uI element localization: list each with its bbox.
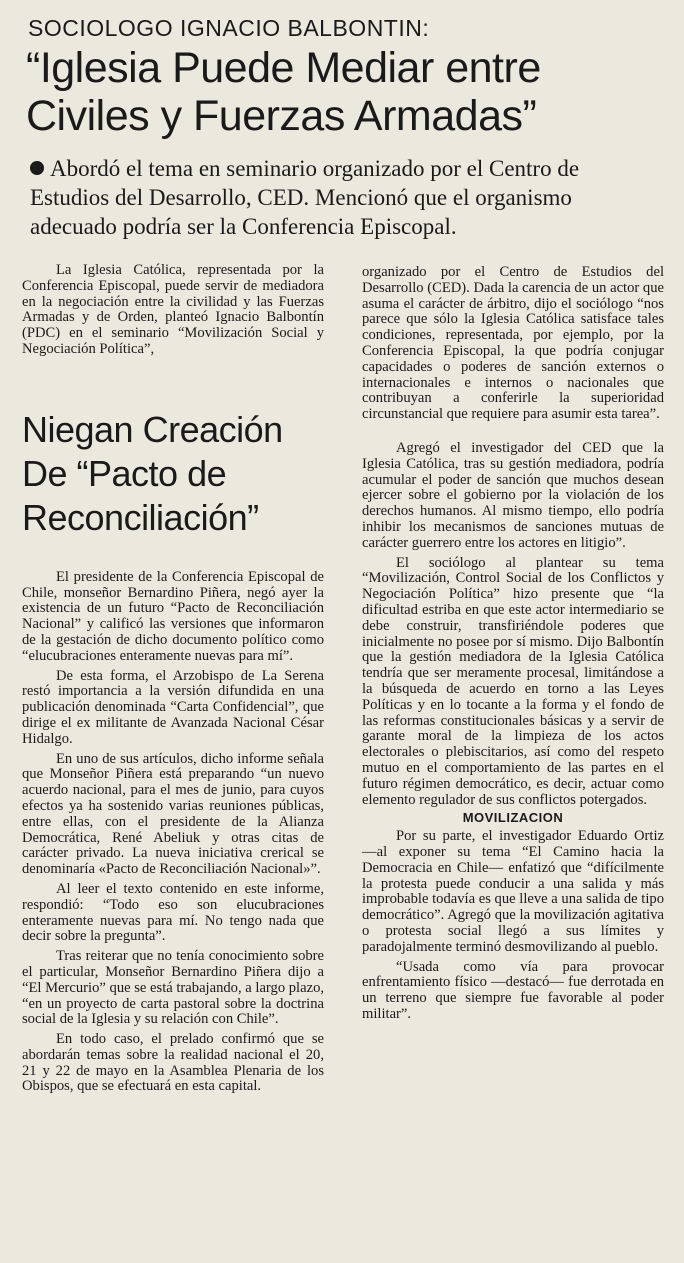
article-deck xyxy=(30,154,656,241)
article-columns xyxy=(22,263,664,1095)
body-paragraph: Agregó el investigador del CED que la Iglesia Católica, tras su gestión mediadora, podría acumular el poder de sanción que muchos desean ejercer sobre el gobierno por la violación de los derechos humanos. Al mismo tiempo, ello podría inhibir los mecanismos de sanciones mutuas de carácter guerrero entre los actores en litigio”. xyxy=(362,439,664,551)
article-headline xyxy=(26,44,664,140)
subhead-line: Reconciliación” xyxy=(22,496,259,538)
second-article-headline xyxy=(22,408,324,540)
body-paragraph: “Usada como vía para provocar enfrentamiento físico —destacó— fue derrotada en un terreno que siempre fue favorable al poder militar”. xyxy=(362,958,664,1023)
article-kicker: SOCIOLOGO IGNACIO BALBONTIN: xyxy=(28,15,430,41)
body-paragraph: El presidente de la Conferencia Episcopal de Chile, monseñor Bernardino Piñera, negó ayer la existencia de un futuro “Pacto de Reconciliación Nacional” y calificó las versiones que informaron de la gestación de dicho documento político como “elucubraciones enteramente nuevas para mí”. xyxy=(22,568,324,664)
body-paragraph: El sociólogo al plantear su tema “Movilización, Control Social de los Conflictos y Negociación Política” hizo presente que “la dificultad estriba en que este actor intermediario se debe construir, transfiriéndole poderes que inicialmente no posee por sí mismo. Dijo Balbontín que la gestión mediadora de la Iglesia Católica tendría que ser meramente procesal, limitándose a la búsqueda de acuerdo en torno a las Leyes Políticas y en lo tocante a la forma y el fondo de las reformas constitucionales básicas y a servir de garante moral de la limpieza de los actos electorales o plebiscitarios, así como del respeto mutuo en el comportamiento de las partes en el futuro régimen democrático, es decir, actuar como elemento regulador de sus conflictos potergados. xyxy=(362,554,664,808)
body-paragraph: Tras reiterar que no tenía conocimiento sobre el particular, Monseñor Bernardino Piñera dijo a “El Mercurio” que se está trabajando, a largo plazo, “en un proyecto de carta pastoral sobre la doctrina social de la Iglesia y su relación con Chile”. xyxy=(22,948,325,1028)
body-paragraph: organizado por el Centro de Estudios del Desarrollo (CED). Dada la carencia de un actor que asuma el carácter de árbitro, dijo el sociólogo “nos parece que sólo la Iglesia Católica satisface tales condiciones, representada, por ejemplo, por la Conferencia Episcopal, la que podría conjugar capacidades o poderes de sanción externos o internacionales e internos o nacionales que contribuyan a conferirle la superioridad circunstancial que requiere para asumir esta tarea”. xyxy=(362,264,664,423)
right-column xyxy=(362,265,664,1095)
left-column xyxy=(22,263,324,1095)
body-paragraph: De esta forma, el Arzobispo de La Serena restó importancia a la versión difundida en una publicación denominada “Carta Confidencial”, que dirige el ex militante de Avanzada Nacional César Hidalgo. xyxy=(22,667,324,747)
body-paragraph: En todo caso, el prelado confirmó que se abordarán temas sobre la realidad nacional el 20, 21 y 22 de mayo en la Asamblea Plenaria de los Obispos, que se efectuará en esta capital. xyxy=(22,1031,324,1095)
headline-line: Civiles y Fuerzas Armadas” xyxy=(26,92,537,140)
headline-line: “Iglesia Puede Mediar entre xyxy=(26,44,541,92)
deck-text: Abordó el tema en seminario organizado por el Centro de Estudios del Desarrollo, CED. Mencionó que el organismo adecuado podría ser la Conferencia Episcopal. xyxy=(30,156,580,239)
body-paragraph: Al leer el texto contenido en este informe, respondió: “Todo eso son elucubraciones enteramente nuevas para mí. No tengo nada que decir sobre la pregunta”. xyxy=(22,880,324,945)
body-paragraph: En uno de sus artículos, dicho informe señala que Monseñor Piñera está preparando “un nuevo acuerdo nacional, para el mes de junio, para cuyos efectos ya ha sostenido varias reuniones públicas, entre ellas, con el presidente de la Alianza Democrática, René Abeliuk y otras citas de carácter privado. La nueva iniciativa crerical se denominaría «Pacto de Reconciliación Nacional»”. xyxy=(22,750,324,878)
subhead-line: Niegan Creación xyxy=(22,408,283,450)
body-paragraph: Por su parte, el investigador Eduardo Ortiz —al exponer su tema “El Camino hacia la Democracia en Chile— enfatizó que “difícilmente la protesta puede conducir a una salida y más improbable todavía es que lleve a una salida de tipo democrático”. Agregó que la movilización agitativa o protesta social llegó a sus límites y paradojalmente terminó desmovilizando al pueblo. xyxy=(362,828,664,955)
section-heading: MOVILIZACION xyxy=(462,810,564,826)
lead-paragraph: La Iglesia Católica, representada por la Conferencia Episcopal, puede servir de mediadora en la negociación entre la civilidad y las Fuerzas Armadas y de Orden, planteó Ignacio Balbontín (PDC) en el seminario “Movilización Social y Negociación Política”, xyxy=(22,262,324,357)
subhead-line: De “Pacto de xyxy=(22,452,227,494)
bullet-icon xyxy=(30,161,44,175)
